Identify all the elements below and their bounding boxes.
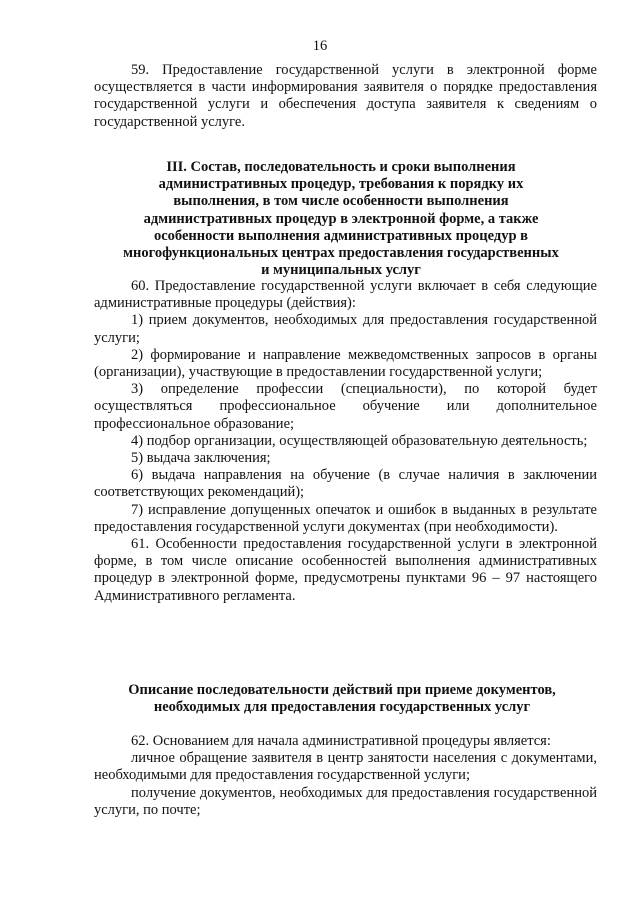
paragraph-62: 62. Основанием для начала административной процедуры является: [131, 733, 551, 749]
list-item-6: 6) выдача направления на обучение (в случае наличия в заключении соответствующих рекомендаций); [94, 467, 597, 501]
paragraph-61: 61. Особенности предоставления государственной услуги в электронной форме, в том числе описание особенностей выполнения административных процедур в электронной форме, предусмотрены пунктами 96 – 97 настоящего Административного регламента. [94, 536, 597, 604]
subheading-block [112, 682, 572, 716]
paragraph-60-block [94, 278, 597, 605]
section-3-heading: III. Состав, последовательность и сроки выполнения административных процедур, требования к порядку их выполнения, в том числе особенности выполнения административных процедур в электронной форме, а также особенности выполнения административных процедур в многофункциональных центрах предоставления государственных и муниципальных услуг [123, 159, 559, 279]
paragraph-59-block [94, 62, 597, 131]
list-item-7: 7) исправление допущенных опечаток и ошибок в выданных в результате предоставления государственной услуги документах (при необходимости). [94, 501, 597, 535]
list-item-1: 1) прием документов, необходимых для предоставления государственной услуги; [94, 312, 597, 346]
subheading: Описание последовательности действий при приеме документов, необходимых для предоставления государственных услуг [128, 682, 556, 716]
paragraph-60: 60. Предоставление государственной услуги включает в себя следующие административные процедуры (действия): [94, 278, 597, 312]
list-item-4: 4) подбор организации, осуществляющей образовательную деятельность; [131, 432, 588, 449]
page-number: 16 [312, 38, 328, 54]
list-item-3: 3) определение профессии (специальности), по которой будет осуществляться профессиональное обучение или дополнительное профессиональное образование; [94, 381, 597, 432]
paragraph-62-block [94, 733, 597, 819]
section-3-heading-block [118, 159, 564, 279]
list-item-5: 5) выдача заключения; [131, 450, 271, 467]
paragraph-62-b: получение документов, необходимых для предоставления государственной услуги, по почте; [94, 784, 597, 818]
paragraph-59: 59. Предоставление государственной услуги в электронной форме осуществляется в части информирования заявителя о порядке предоставления государственной услуги и обеспечения доступа заявителя к сведениям о государственной услуге. [94, 62, 597, 130]
list-item-2: 2) формирование и направление межведомственных запросов в органы (организации), участвующие в предоставлении государственной услуги; [94, 346, 597, 381]
paragraph-62-a: личное обращение заявителя в центр занятости населения с документами, необходимыми для предоставления государственной услуги; [94, 750, 597, 784]
